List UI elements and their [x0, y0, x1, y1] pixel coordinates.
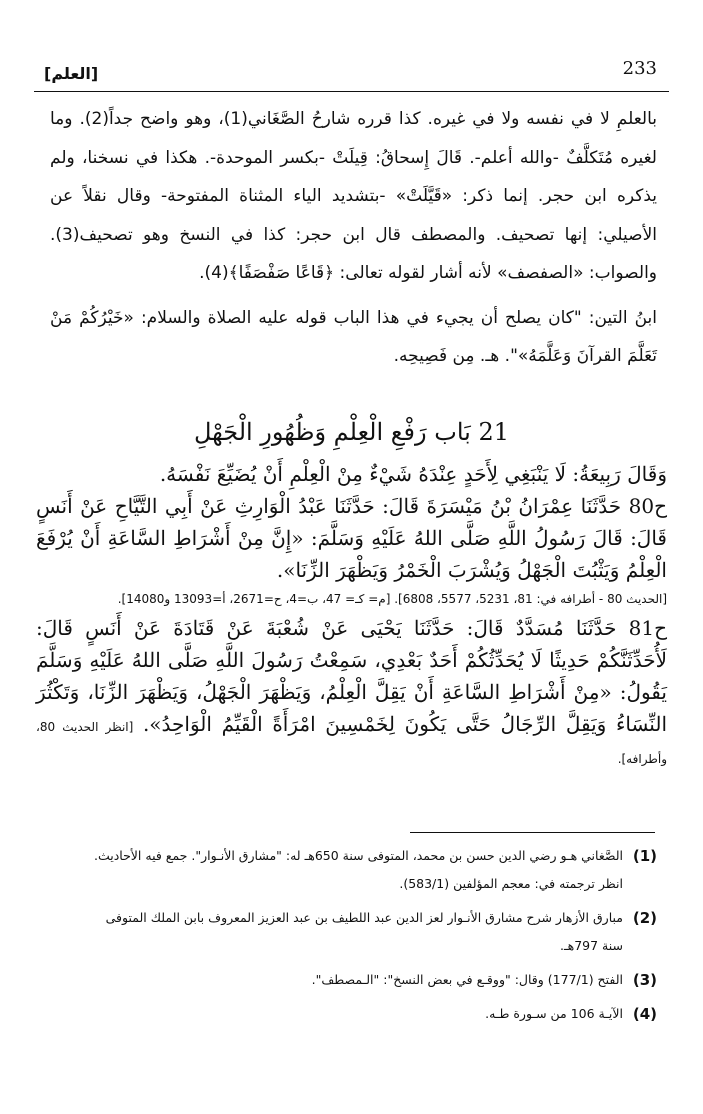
footnote-line: الفتح (177/1) وقال: "ووقـع في بعض النسخ": "الـمصطف". [311, 972, 623, 987]
footnote-number: (4) [632, 1005, 657, 1023]
running-head: [العلم] [44, 64, 99, 83]
hadith-text [36, 458, 667, 772]
footnote-text [46, 842, 623, 898]
footnote-rule [410, 832, 655, 833]
hadith-81-text: ح81 حَدَّثَنَا مُسَدَّدٌ قَالَ: حَدَّثَنَا يَحْيَى عَنْ شُعْبَةَ عَنْ قَتَادَةَ عَنْ أَنَسٍ قَالَ: لَأُحَدِّثَنَّكُمْ حَدِيثًا لَا يُحَدِّثُكُمْ أَحَدٌ بَعْدِي، سَمِعْتُ رَسُولَ اللَّهِ صَلَّى اللهُ عَلَيْهِ وَسَلَّمَ يَقُولُ: «مِنْ أَشْرَاطِ السَّاعَةِ أَنْ يَقِلَّ الْعِلْمُ، وَيَظْهَرَ الْجَهْلُ، وَيَظْهَرَ الزِّنَا، وَتَكْثُرَ النِّسَاءُ وَيَقِلَّ الرِّجَالُ حَتَّى يَكُونَ لِخَمْسِينَ امْرَأَةً الْقَيِّمُ الْوَاحِدُ». [36, 616, 667, 736]
footnote-number: (2) [632, 909, 657, 927]
footnote-text [46, 1000, 623, 1028]
hadith-81 [36, 612, 667, 772]
text-line: حجر. إنما ذكر: «قَيَّلَتْ» -بتشديد الياء المثناة المفتوحة- وقال نقلاً عن الأصيلي: [50, 186, 657, 245]
footnote [46, 1000, 657, 1028]
commentary-paragraph [50, 299, 657, 376]
chapter-title: 21 بَاب رَفْعِ الْعِلْمِ وَظُهُورِ الْجَهْلِ [193, 418, 510, 446]
hadith-80-reference: [الحديث 80 - أطرافه في: 81، 5231، 5577، 6808]. [م= كـ= 47، ب=4، ح=2671، أ=13093 و14080]. [117, 592, 667, 606]
footnote [46, 842, 657, 898]
footnote-line: انظر ترجمته في: معجم المؤلفين (583/1). [399, 876, 623, 891]
footnote-number: (3) [632, 971, 657, 989]
text-line: «الصفصف» لأنه أشار لقوله تعالى: ﴿قَاعًا صَفْصَفًا﴾(4). [199, 263, 584, 283]
hadith-80: ح80 حَدَّثَنَا عِمْرَانُ بْنُ مَيْسَرَةَ قَالَ: حَدَّثَنَا عَبْدُ الْوَارِثِ عَنْ أَبِي التَّيَّاحِ عَنْ أَنَسٍ قَالَ: قَالَ رَسُولُ اللَّهِ صَلَّى اللهُ عَلَيْهِ وَسَلَّمَ: «إِنَّ مِنْ أَشْرَاطِ السَّاعَةِ أَنْ يُرْفَعَ الْعِلْمُ وَيَثْبُتَ الْجَهْلُ وَيُشْرَبَ الْخَمْرُ وَيَظْهَرَ الزِّنَا». [36, 494, 667, 582]
hadith-intro: وَقَالَ رَبِيعَةُ: لَا يَنْبَغِي لِأَحَدٍ عِنْدَهُ شَيْءٌ مِنْ الْعِلْمِ أَنْ يُضَيِّعَ نَفْسَهُ. [159, 462, 667, 486]
text-line: مُتَكلَّفٌ -والله أعلم-. قَالَ إِسحاقُ: قِيلَتْ -بكسر الموحدة-. هكذا في نسخنا، ولم يذكره ابن [50, 147, 657, 206]
text-line: إنها تصحيف. والمصطف قال ابن حجر: كذا في النسخ وهو تصحيف(3). والصواب: [50, 224, 657, 283]
footnote-line: مبارق الأزهار شرح مشارق الأنـوار لعز الدين عبد اللطيف بن عبد العزيز المعروف بابن الملك المتوفى [105, 910, 623, 925]
commentary-text [50, 100, 657, 376]
footnote-line: الآيـة 106 من سـورة طـه. [485, 1006, 623, 1021]
footnote [46, 904, 657, 960]
footnotes [46, 842, 657, 1034]
footnote-line: سنة 797هـ. [559, 938, 623, 953]
footnote-text [46, 904, 623, 960]
header-rule [34, 91, 669, 92]
footnote-text [46, 966, 623, 994]
page-header [34, 48, 669, 92]
footnote-line: الصَّغاني هـو رضي الدين حسن بن محمد، المتوفى سنة 650هـ له: "مشارق الأنـوار". جمع فيه الأحاديث. [93, 848, 623, 863]
page-number: 233 [622, 58, 657, 79]
footnote-number: (1) [632, 847, 657, 865]
text-line: بالعلمِ لا في نفسه ولا في غيره. كذا قرره شارحُ الصَّغَاني(1)، وهو واضح جداً(2). وما لغيره [50, 109, 657, 168]
text-line: القرآنَ وَعَلَّمَهُ»". هـ. مِن فَصِيحِه. [393, 346, 622, 366]
hadith-81-reference: [انظر الحديث 80، وأطرافه]. [36, 720, 667, 766]
footnote [46, 966, 657, 994]
text-line: ابنُ التين: "كان يصلح أن يجيء في هذا الباب قوله عليه الصلاة والسلام: «خَيْرُكُمْ مَنْ تَعَلَّمَ [50, 307, 657, 366]
commentary-paragraph [50, 100, 657, 293]
